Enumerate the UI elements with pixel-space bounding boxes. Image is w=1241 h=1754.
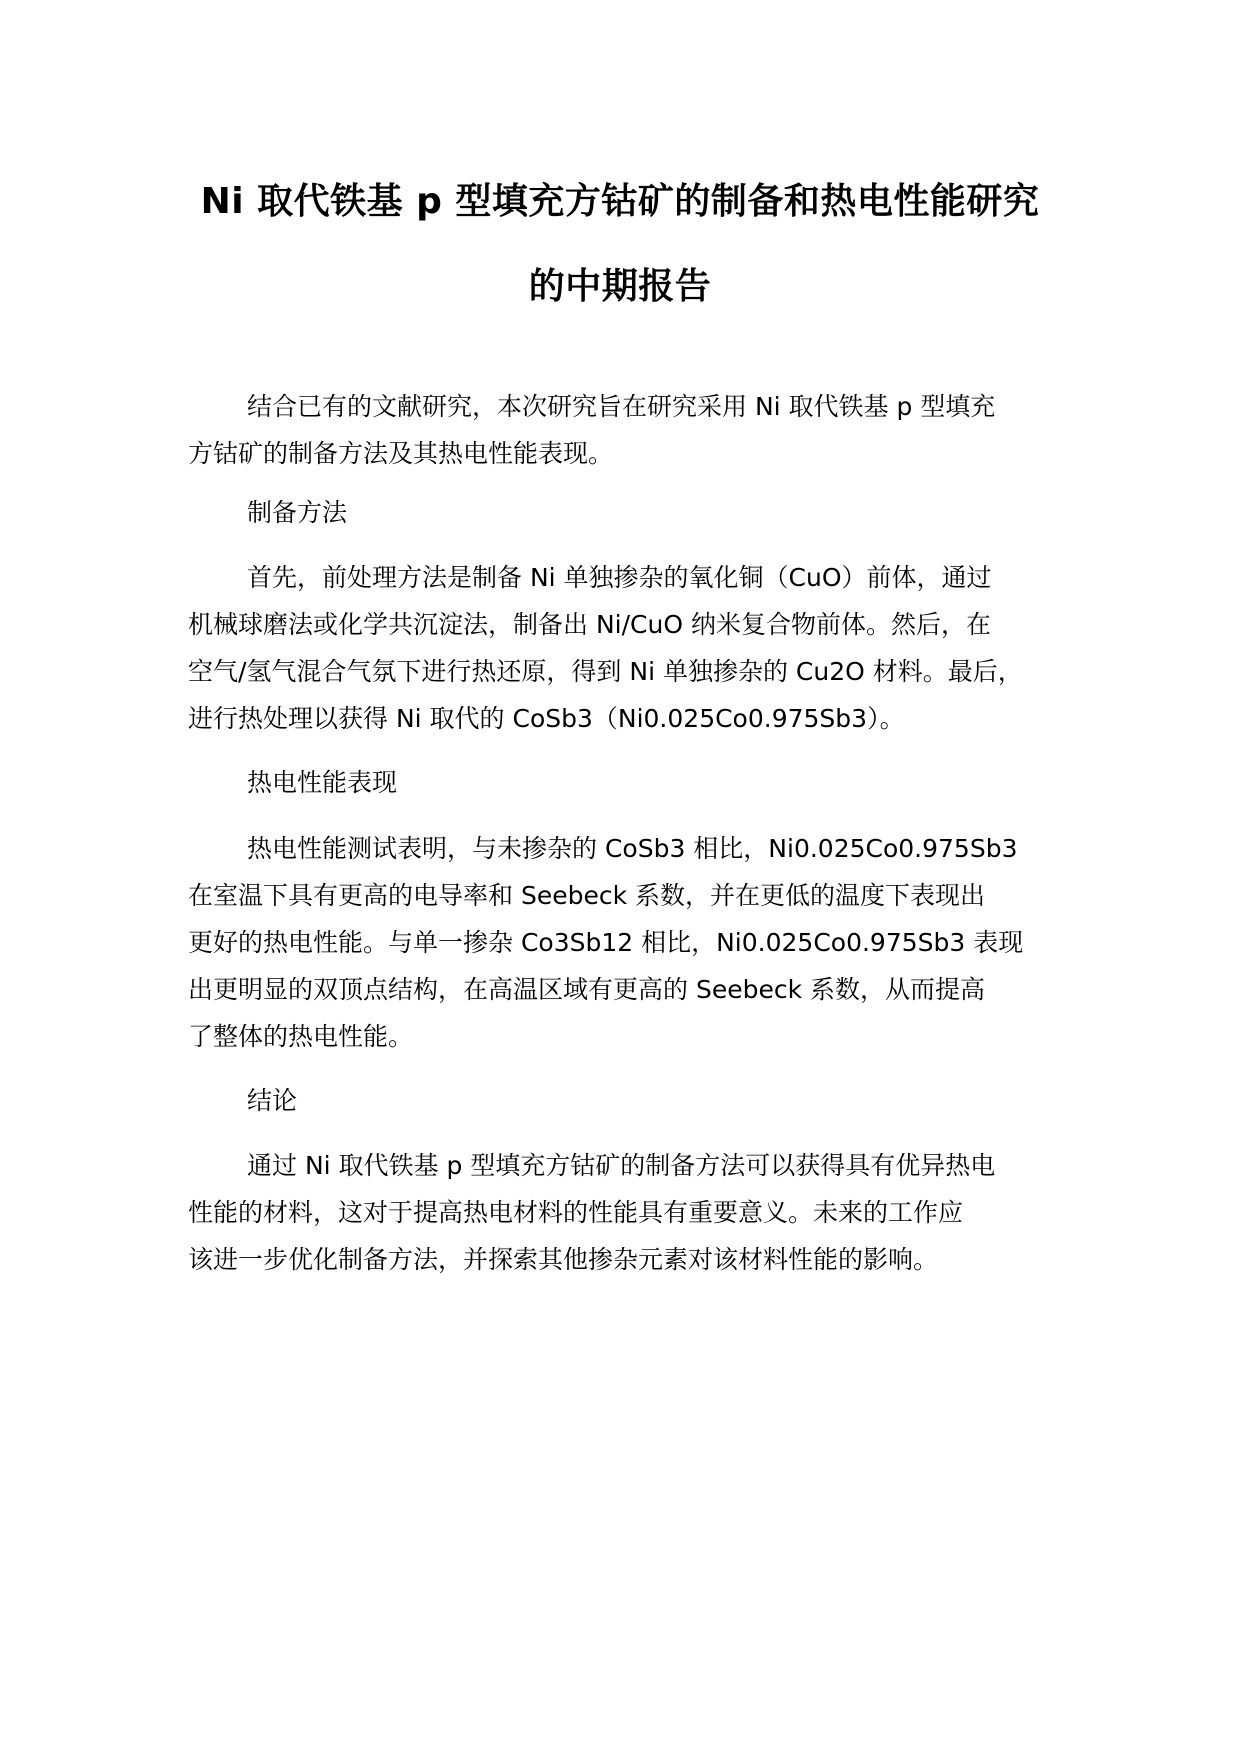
perf-line-5: 了整体的热电性能。: [188, 1022, 414, 1051]
section-heading-perf-text: 热电性能表现: [247, 768, 398, 797]
conclusion-line-2: 性能的材料，这对于提高热电材料的性能具有重要意义。未来的工作应: [188, 1198, 964, 1227]
prep-line-1: 首先，前处理方法是制备 Ni 单独掺杂的氧化铜（CuO）前体，通过: [247, 563, 992, 592]
intro-line-2: 方钴矿的制备方法及其热电性能表现。: [188, 439, 614, 468]
section-heading-conclusion-text: 结论: [247, 1086, 298, 1115]
perf-line-1: 热电性能测试表明，与未掺杂的 CoSb3 相比，Ni0.025Co0.975Sb3: [247, 834, 1018, 863]
perf-line-4: 出更明显的双顶点结构，在高温区域有更高的 Seebeck 系数，从而提高: [188, 975, 985, 1004]
document-title-line-2: 的中期报告: [528, 266, 712, 307]
conclusion-line-3: 该进一步优化制备方法，并探索其他掺杂元素对该材料性能的影响。: [188, 1245, 939, 1274]
section-heading-prep-text: 制备方法: [247, 498, 348, 527]
conclusion-line-1: 通过 Ni 取代铁基 p 型填充方钴矿的制备方法可以获得具有优异热电: [247, 1151, 996, 1180]
intro-line-1: 结合已有的文献研究，本次研究旨在研究采用 Ni 取代铁基 p 型填充: [247, 392, 996, 421]
document-title-line-1: Ni 取代铁基 p 型填充方钴矿的制备和热电性能研究: [200, 181, 1040, 222]
prep-line-4: 进行热处理以获得 Ni 取代的 CoSb3（Ni0.025Co0.975Sb3）。: [188, 704, 905, 733]
perf-line-2: 在室温下具有更高的电导率和 Seebeck 系数，并在更低的温度下表现出: [188, 881, 985, 910]
perf-line-3: 更好的热电性能。与单一掺杂 Co3Sb12 相比，Ni0.025Co0.975Sb3 表现: [188, 928, 1024, 957]
prep-line-3: 空气/氢气混合气氛下进行热还原，得到 Ni 单独掺杂的 Cu2O 材料。最后，: [188, 657, 1023, 686]
prep-line-2: 机械球磨法或化学共沉淀法，制备出 Ni/CuO 纳米复合物前体。然后，在: [188, 610, 991, 639]
